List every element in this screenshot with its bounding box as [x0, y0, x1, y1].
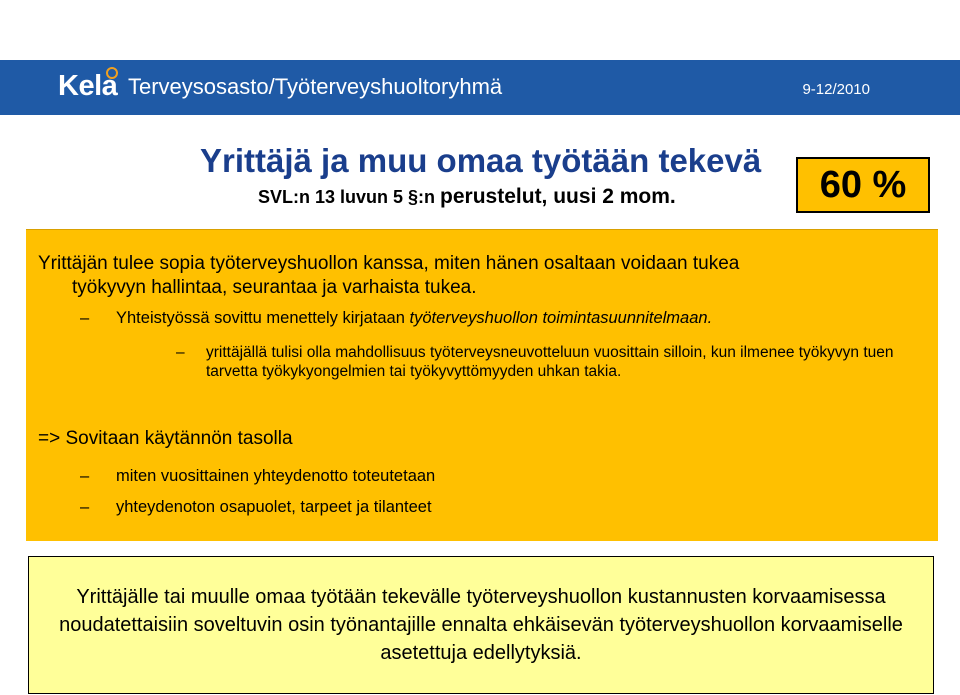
percent-badge: 60 % — [796, 157, 930, 213]
sub-item-2-text: yhteydenoton osapuolet, tarpeet ja tilanteet — [116, 498, 432, 516]
sub-item-2 — [80, 498, 432, 517]
paragraph-main — [38, 252, 928, 300]
kela-logo: Kela — [58, 70, 118, 102]
bottom-note-text: Yrittäjälle tai muulle omaa työtään tekevälle työterveyshuollon kustannusten korvaamisessa noudatettaisiin soveltuvin osin työnantajille ennalta ehkäisevän työterveyshuollon korvaamiselle asetettuja edellytyksiä. — [59, 586, 903, 664]
header-date: 9-12/2010 — [802, 81, 870, 98]
header-title: Terveysosasto/Työterveyshuoltoryhmä — [128, 74, 503, 99]
bullet-level-2-text — [80, 309, 920, 328]
bottom-note-box — [28, 556, 934, 694]
bullet-level-3-text: yrittäjällä tulisi olla mahdollisuus työterveysneuvotteluun vuosittain silloin, kun ilmenee työkyvyn tuen tarvetta työkykyongelmien tai työkyvyttömyyden uhkan takia. — [206, 344, 894, 380]
sovitaan-heading: => Sovitaan käytännön tasolla — [38, 428, 293, 449]
bullet-level-2-italic: työterveyshuollon toimintasuunnitelmaan. — [409, 309, 713, 327]
sub-item-1-text: miten vuosittainen yhteydenotto toteutetaan — [116, 467, 436, 485]
paragraph-line-2: työkyvyn hallintaa, seurantaa ja varhaista tukea. — [72, 277, 477, 298]
content-box — [26, 229, 938, 541]
slide-title: Yrittäjä ja muu omaa työtään tekevä — [200, 142, 762, 179]
bullet-level-2 — [80, 309, 920, 328]
dash-bullet: – — [80, 467, 90, 485]
bullet-level-3 — [176, 343, 916, 381]
subtitle-big: perustelut, uusi 2 mom. — [440, 185, 676, 208]
dash-bullet: – — [80, 498, 90, 516]
slide-subtitle — [258, 185, 676, 209]
bullet-level-2-prefix: Yhteistyössä sovittu menettely kirjataan — [116, 309, 410, 327]
paragraph-line-1: Yrittäjän tulee sopia työterveyshuollon kanssa, miten hänen osaltaan voidaan tukea — [38, 253, 740, 274]
sub-item-1 — [80, 467, 435, 486]
dash-bullet: – — [80, 309, 90, 327]
logo-mark-icon — [106, 67, 118, 79]
subtitle-small: SVL:n 13 luvun 5 §:n — [258, 187, 436, 207]
dash-bullet: – — [176, 344, 185, 361]
